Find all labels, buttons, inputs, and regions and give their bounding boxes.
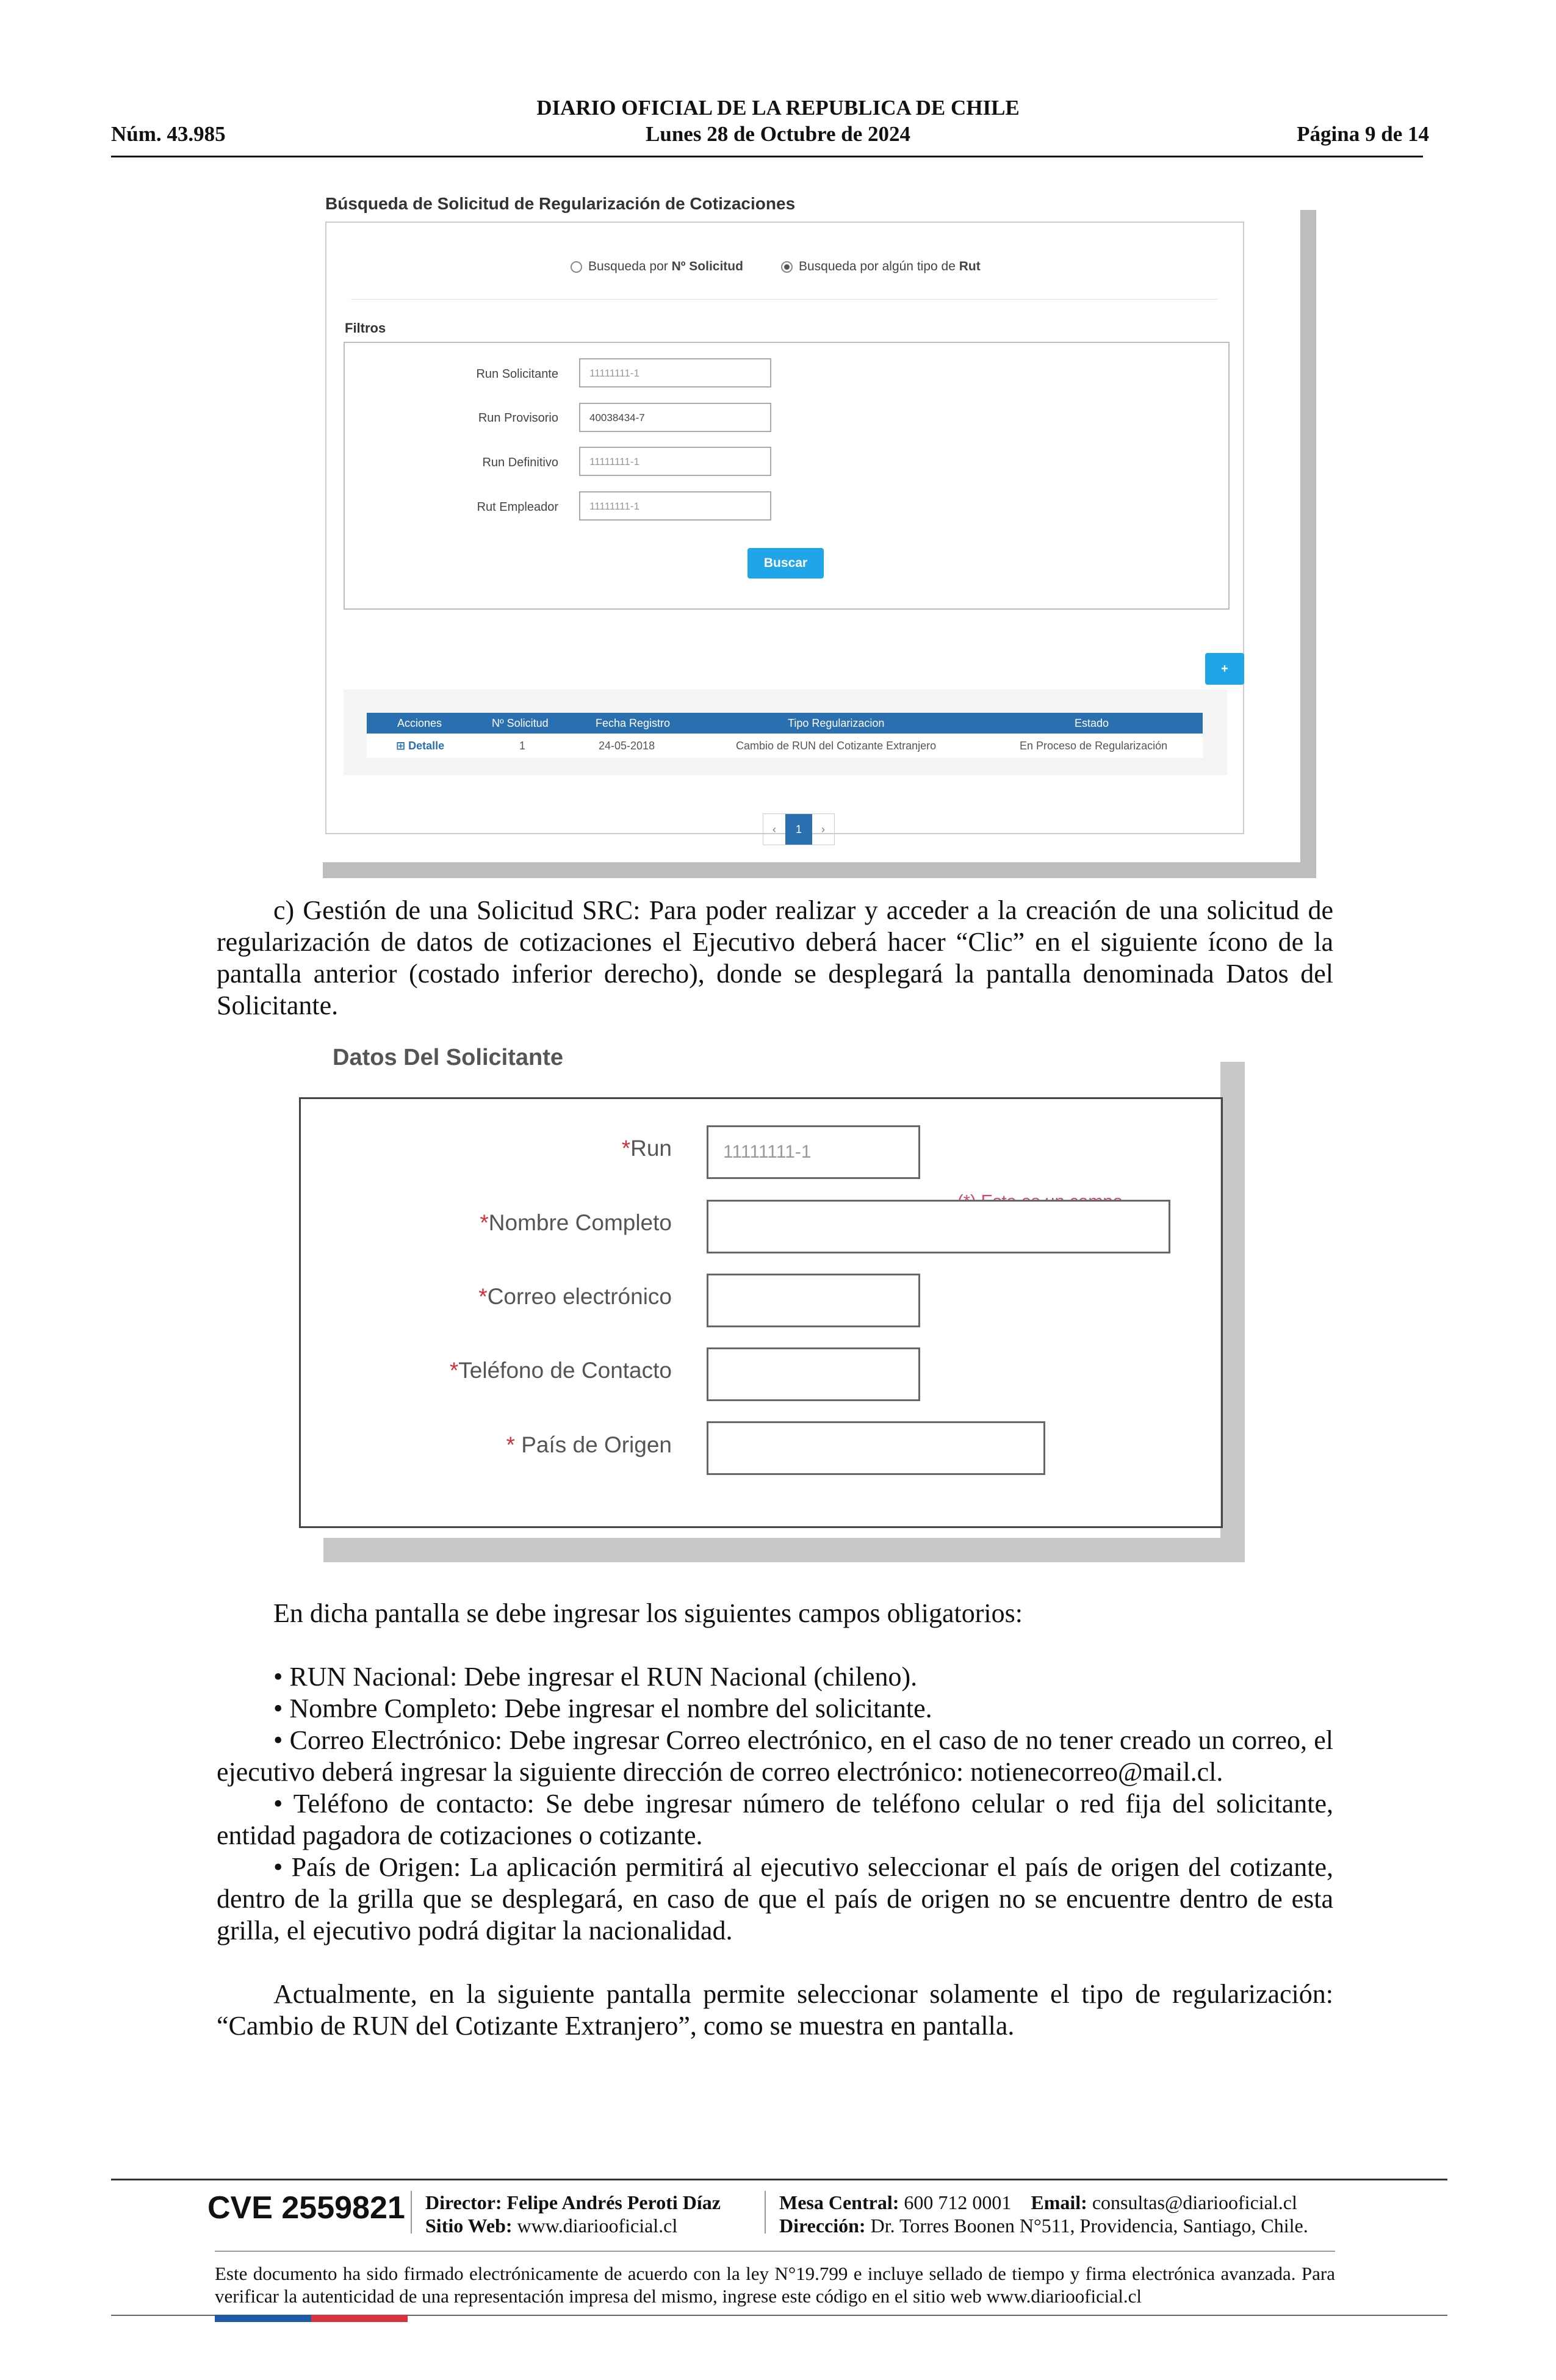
col-nro-solicitud: Nº Solicitud — [492, 717, 549, 729]
run-label — [301, 1136, 672, 1161]
telefono-input[interactable] — [707, 1347, 920, 1401]
search-button[interactable]: Buscar — [747, 548, 824, 579]
web-link[interactable]: www.diariooficial.cl — [517, 2215, 678, 2237]
rut-empleador-label: Rut Empleador — [477, 500, 558, 514]
col-fecha-registro: Fecha Registro — [596, 717, 671, 729]
cell-tipo: Cambio de RUN del Cotizante Extranjero — [736, 740, 937, 752]
director-label: Director: — [425, 2191, 502, 2213]
cell-fecha: 24-05-2018 — [599, 740, 655, 752]
applicant-form — [299, 1097, 1223, 1528]
required-mark: * — [478, 1284, 488, 1309]
mesa-phone: 600 712 0001 — [904, 2191, 1012, 2213]
cve-code: CVE 2559821 — [207, 2190, 405, 2226]
radio-selected-icon — [781, 261, 793, 273]
list-item: • Correo Electrónico: Debe ingresar Correo electrónico, en el caso de no tener creado un correo, el ejecutivo deberá ingresar la siguiente dirección de correo electrónico: notienecorreo@mail.cl. — [217, 1725, 1333, 1787]
telefono-label — [301, 1358, 672, 1383]
required-mark: * — [480, 1210, 489, 1235]
label-text: País de Origen — [521, 1432, 672, 1457]
section-c-paragraph — [217, 895, 1333, 1022]
closing-paragraph: Actualmente, en la siguiente pantalla permite seleccionar solamente el tipo de regularización: “Cambio de RUN del Cotizante Extranjero”, como se muestra en pantalla. — [217, 1979, 1333, 2041]
pais-input[interactable] — [707, 1421, 1045, 1475]
footer-director — [425, 2191, 721, 2237]
add-request-button[interactable]: + — [1205, 653, 1244, 685]
list-item: • Teléfono de contacto: Se debe ingresar número de teléfono celular o red fija del solicitante, entidad pagadora de cotizaciones o cotizante. — [217, 1789, 1333, 1850]
label-text: Teléfono de Contacto — [458, 1358, 672, 1383]
page-1-button[interactable]: 1 — [785, 814, 812, 845]
rut-empleador-input[interactable]: 11111111-1 — [579, 491, 771, 521]
label-text: Correo electrónico — [487, 1284, 672, 1309]
table-header — [367, 713, 1203, 734]
address-label: Dirección: — [779, 2215, 866, 2237]
radio-label: Busqueda por — [588, 259, 672, 273]
prev-page-button[interactable]: ‹ — [773, 823, 776, 835]
label-text: Nombre Completo — [488, 1210, 672, 1235]
list-item: • RUN Nacional: Debe ingresar el RUN Nacional (chileno). — [273, 1662, 918, 1692]
required-mark: * — [621, 1136, 631, 1161]
detail-label: Detalle — [408, 740, 445, 752]
run-solicitante-input[interactable]: 11111111-1 — [579, 358, 771, 388]
flag-bar-blue — [215, 2315, 311, 2322]
list-item: • Nombre Completo: Debe ingresar el nombre del solicitante. — [273, 1693, 932, 1723]
search-screenshot — [307, 194, 1300, 862]
correo-label — [301, 1284, 672, 1310]
search-panel — [325, 222, 1244, 834]
issue-date: Lunes 28 de Octubre de 2024 — [646, 122, 910, 146]
address-text: Dr. Torres Boonen N°511, Providencia, Santiago, Chile. — [870, 2215, 1308, 2237]
run-provisorio-input[interactable]: 40038434-7 — [579, 403, 771, 432]
footer-separator — [765, 2191, 766, 2234]
nombre-label — [301, 1210, 672, 1236]
radio-label: Busqueda por algún tipo de — [799, 259, 959, 273]
list-intro: En dicha pantalla se debe ingresar los siguientes campos obligatorios: — [273, 1598, 1023, 1628]
footer-rule-top — [111, 2179, 1447, 2180]
filters-heading: Filtros — [345, 320, 386, 336]
run-definitivo-label: Run Definitivo — [482, 456, 558, 469]
next-page-button[interactable]: › — [821, 823, 825, 835]
nombre-input[interactable] — [707, 1200, 1170, 1253]
radio-icon — [571, 261, 582, 273]
run-input[interactable]: 11111111-1 — [707, 1125, 920, 1179]
pagination — [763, 813, 835, 845]
footer-divider — [215, 2251, 1335, 2252]
footer-separator — [411, 2191, 412, 2234]
fields-list-section — [217, 1598, 1333, 2042]
detail-icon: ⊞ — [396, 740, 409, 752]
run-definitivo-input[interactable]: 11111111-1 — [579, 447, 771, 476]
run-solicitante-label: Run Solicitante — [476, 367, 558, 381]
flag-bar-red — [311, 2315, 408, 2322]
col-acciones: Acciones — [397, 717, 442, 729]
radio-label-bold: Nº Solicitud — [671, 259, 743, 273]
col-estado: Estado — [1075, 717, 1109, 729]
required-mark: * — [506, 1432, 515, 1457]
issue-number: Núm. 43.985 — [111, 122, 226, 146]
web-label: Sitio Web: — [425, 2215, 513, 2237]
search-title: Búsqueda de Solicitud de Regularización de Cotizaciones — [325, 194, 796, 213]
run-provisorio-label: Run Provisorio — [478, 411, 558, 425]
email-link[interactable]: consultas@diariooficial.cl — [1092, 2191, 1297, 2213]
divider — [351, 299, 1217, 300]
page-number: Página 9 de 14 — [1297, 122, 1429, 146]
director-name: Felipe Andrés Peroti Díaz — [506, 2191, 721, 2213]
pais-label — [301, 1432, 672, 1458]
correo-input[interactable] — [707, 1274, 920, 1327]
cell-estado: En Proceso de Regularización — [1020, 740, 1168, 752]
label-text: Run — [630, 1136, 672, 1161]
required-mark: * — [449, 1358, 459, 1383]
header-rule — [111, 156, 1423, 157]
applicant-form-title: Datos Del Solicitante — [333, 1045, 563, 1070]
radio-by-rut[interactable] — [781, 259, 981, 274]
newspaper-title: DIARIO OFICIAL DE LA REPUBLICA DE CHILE — [536, 96, 1020, 120]
col-tipo-regularizacion: Tipo Regularizacion — [788, 717, 885, 729]
detail-link[interactable] — [396, 734, 444, 758]
paragraph-text: c) Gestión de una Solicitud SRC: Para poder realizar y acceder a la creación de una solicitud de regularización de datos de cotizaciones el Ejecutivo deberá hacer “Clic” en el siguiente ícono de la pantalla anterior (costado inferior derecho), donde se desplegará la pantalla denominada Datos del Solicitante. — [217, 895, 1333, 1020]
legal-notice: Este documento ha sido firmado electrónicamente de acuerdo con la ley N°19.799 e incluye sellado de tiempo y firma electrónica avanzada. Para verificar la autenticidad de una representación impresa del mismo, ingrese este código en el sitio web www.diariooficial.cl — [215, 2263, 1335, 2307]
footer-contact — [779, 2191, 1308, 2237]
results-table — [344, 690, 1227, 775]
list-item: • País de Origen: La aplicación permitirá al ejecutivo seleccionar el país de origen del cotizante, dentro de la grilla que se desplegará, en caso de que el país de origen no se encuentre dentro de esta grilla, el ejecutivo podrá digitar la nacionalidad. — [217, 1852, 1333, 1945]
table-row — [367, 734, 1203, 758]
radio-by-solicitud[interactable] — [571, 259, 743, 274]
applicant-form-screenshot — [299, 1037, 1220, 1538]
cell-nro-solicitud: 1 — [519, 740, 526, 752]
radio-label-bold: Rut — [959, 259, 981, 273]
email-label: Email: — [1031, 2191, 1087, 2213]
mesa-label: Mesa Central: — [779, 2191, 899, 2213]
